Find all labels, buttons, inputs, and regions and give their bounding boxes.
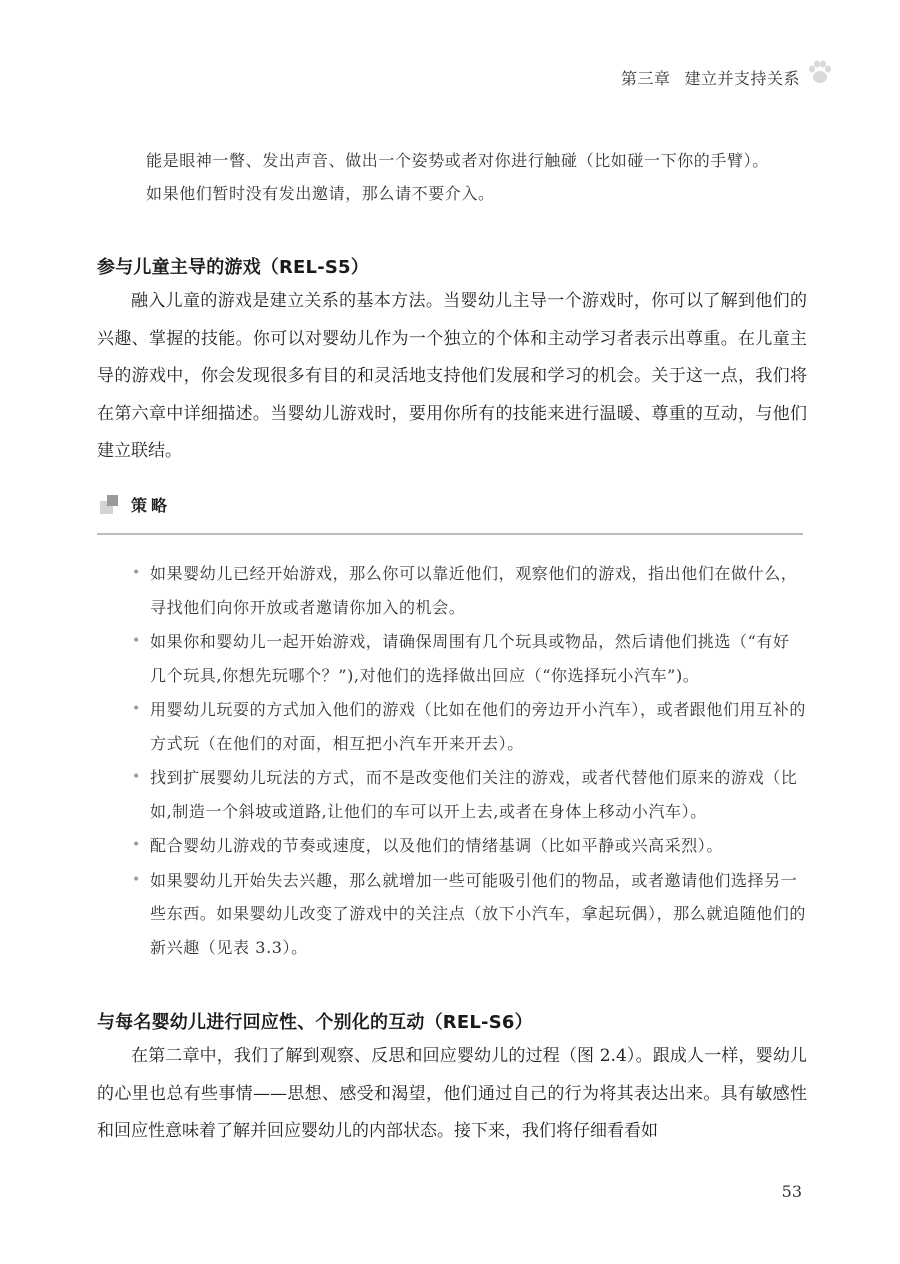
strategy-item-text: 如果你和婴幼儿一起开始游戏，请确保周围有几个玩具或物品，然后请他们挑选（“有好几个玩具,你想先玩哪个？”),对他们的选择做出回应（“你选择玩小汽车”)。: [150, 632, 790, 685]
continued-line: 如果他们暂时没有发出邀请，那么请不要介入。: [146, 184, 495, 203]
continued-text: [146, 144, 806, 210]
strategy-item-text: 用婴幼儿玩耍的方式加入他们的游戏（比如在他们的旁边开小汽车），或者跟他们用互补的方式玩（在他们的对面，相互把小汽车开来开去）。: [150, 700, 807, 753]
bullet-icon: •: [132, 701, 141, 717]
strategy-item: [132, 761, 806, 828]
strategy-item-text: 找到扩展婴幼儿玩法的方式，而不是改变他们关注的游戏，或者代替他们原来的游戏（比如,制造一个斜坡或道路,让他们的车可以开上去,或者在身体上移动小汽车）。: [150, 768, 798, 821]
strategy-item-text: 如果婴幼儿开始失去兴趣，那么就增加一些可能吸引他们的物品，或者邀请他们选择另一些东西。如果婴幼儿改变了游戏中的关注点（放下小汽车，拿起玩偶），那么就追随他们的新兴趣（见表 3.3）。: [150, 870, 807, 957]
chapter-number: 第三章: [620, 69, 671, 88]
strategy-item: [132, 557, 806, 624]
page-number: 53: [781, 1182, 802, 1201]
section-paragraph-rel-s5: 融入儿童的游戏是建立关系的基本方法。当婴幼儿主导一个游戏时，你可以了解到他们的兴趣、掌握的技能。你可以对婴幼儿作为一个独立的个体和主动学习者表示出尊重。在儿童主导的游戏中，你会发现很多有目的和灵活地支持他们发展和学习的机会。关于这一点，我们将在第六章中详细描述。当婴幼儿游戏时，要用你所有的技能来进行温暖、尊重的互动，与他们建立联结。: [97, 291, 807, 461]
bullet-icon: •: [132, 565, 141, 581]
paw-icon: [806, 58, 834, 86]
chapter-title: 建立并支持关系: [684, 69, 800, 88]
bullet-icon: •: [132, 871, 141, 888]
running-head: [621, 66, 800, 89]
bullet-icon: •: [132, 769, 141, 785]
bullet-icon: •: [132, 837, 141, 853]
strategy-item: [132, 829, 806, 863]
strategy-item-text: 配合婴幼儿游戏的节奏或速度，以及他们的情绪基调（比如平静或兴高采烈）。: [150, 836, 724, 855]
strategy-list: [132, 557, 806, 965]
strategy-title: 策略: [131, 496, 172, 515]
strategy-item: [132, 625, 806, 692]
section-paragraph-rel-s6: 在第二章中，我们了解到观察、反思和回应婴幼儿的过程（图 2.4）。跟成人一样，婴幼儿的心里也总有些事情——思想、感受和渴望，他们通过自己的行为将其表达出来。具有敏感性和回应性意味着了解并回应婴幼儿的内部状态。接下来，我们将仔细看看如: [97, 1046, 807, 1141]
continued-line: 能是眼神一瞥、发出声音、做出一个姿势或者对你进行触碰（比如碰一下你的手臂）。: [146, 151, 769, 170]
section-heading-rel-s5: 参与儿童主导的游戏（REL-S5）: [97, 257, 369, 278]
strategy-item-text: 如果婴幼儿已经开始游戏，那么你可以靠近他们，观察他们的游戏，指出他们在做什么，寻找他们向你开放或者邀请你加入的机会。: [150, 564, 798, 617]
bullet-icon: •: [132, 633, 141, 649]
strategy-marker-icon: [100, 495, 120, 515]
strategy-divider: [97, 533, 803, 535]
strategy-item: [132, 693, 806, 760]
section-heading-rel-s6: 与每名婴幼儿进行回应性、个别化的互动（REL-S6）: [97, 1012, 533, 1033]
strategy-item: [132, 864, 806, 965]
